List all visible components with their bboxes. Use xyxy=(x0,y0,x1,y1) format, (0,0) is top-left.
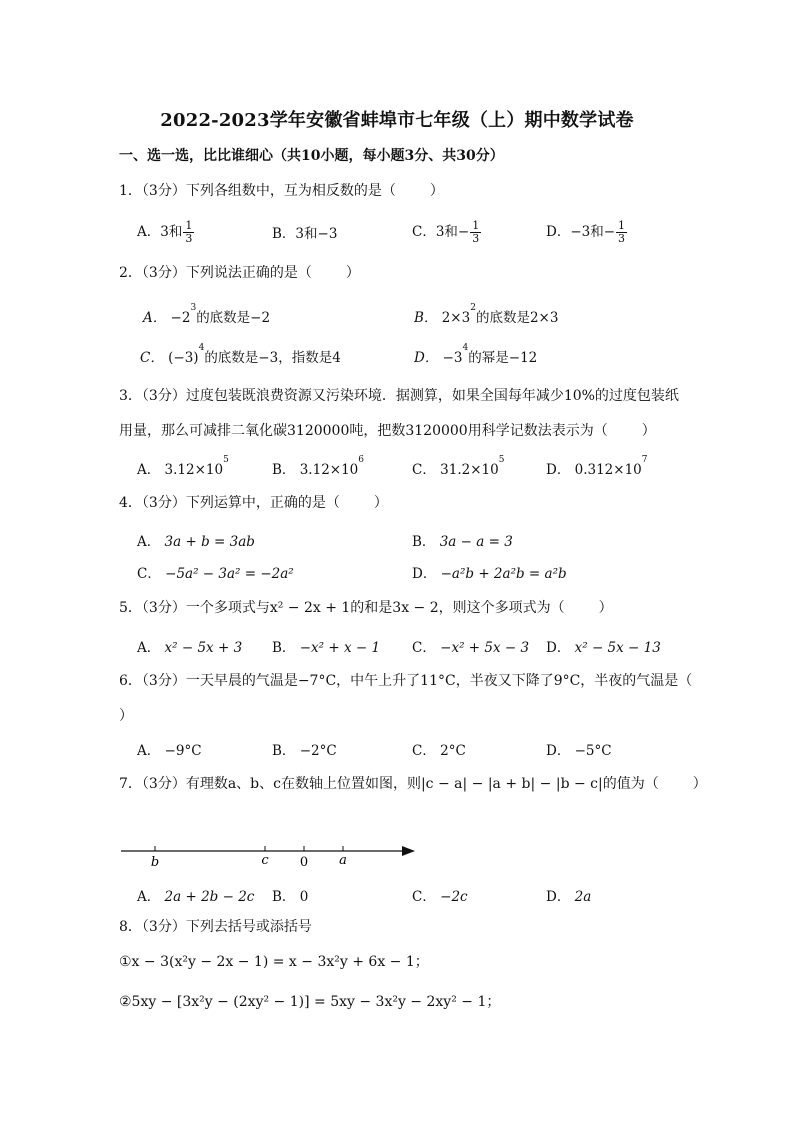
question-2-stem: 2．（3分）下列说法正确的是（ ） xyxy=(119,265,360,281)
q6-option-c: C． 2°C xyxy=(412,743,466,759)
q6-option-d: D． −5°C xyxy=(546,743,612,759)
label-0: 0 xyxy=(299,855,309,870)
fraction: $\frac{1}{3}$ xyxy=(185,219,193,245)
exam-title: 2022-2023学年安徽省蚌埠市七年级（上）期中数学试卷 xyxy=(160,110,634,131)
q2-option-b: B． $2\times 3^2$的底数是2×3 xyxy=(414,303,559,326)
number-line-arrow xyxy=(402,846,415,856)
question-3-line-2: 用量，那么可减排二氧化碳3120000吨，把数3120000用科学记数法表示为（ ） xyxy=(119,423,656,439)
question-7-stem: 7．（3分）有理数a、b、c在数轴上位置如图，则|c − a| − |a + b| − |b − c|的值为（ ） xyxy=(119,776,707,792)
label-a: a xyxy=(339,853,347,868)
question-8-item-2: ②5xy − [3x²y − (2xy² − 1)] = 5xy − 3x²y − 2xy² − 1； xyxy=(119,994,501,1010)
label-b: b xyxy=(150,855,160,870)
q3-option-c: C． $31.2\times 10^5$ xyxy=(412,455,505,478)
q7-option-d: D． 2a xyxy=(546,889,592,905)
q1-option-b: B．3和−3 xyxy=(272,226,338,242)
q1-option-c: C．3和− $\frac{1}{3}$ xyxy=(412,219,480,245)
q6-option-a: A． −9°C xyxy=(137,743,202,759)
q2-option-c: C． $(-3)^4$的底数是−3，指数是4 xyxy=(140,343,341,366)
q4-option-d: D． −a²b + 2a²b = a²b xyxy=(412,566,567,582)
q3-option-d: D． $0.312\times 10^7$ xyxy=(546,455,648,478)
q7-option-c: C． −2c xyxy=(412,889,468,905)
number-line-figure xyxy=(119,835,419,875)
question-3-line-1: 3．（3分）过度包装既浪费资源又污染环境．据测算，如果全国每年减少10%的过度包装纸 xyxy=(119,388,679,404)
q4-option-b: B． 3a − a = 3 xyxy=(412,534,513,550)
q3-option-a: A． $3.12\times 10^5$ xyxy=(137,455,229,478)
question-8-item-1: ①x − 3(x²y − 2x − 1) = x − 3x²y + 6x − 1； xyxy=(119,954,429,970)
q4-option-c: C． −5a² − 3a² = −2a² xyxy=(137,566,294,582)
q2-option-d: D． $-3^4$的幂是−12 xyxy=(414,343,538,366)
q6-option-b: B． −2°C xyxy=(272,743,337,759)
q7-option-b: B． 0 xyxy=(272,889,309,905)
q1-option-d: D．−3和− $\frac{1}{3}$ xyxy=(546,219,626,245)
question-8-stem: 8．（3分）下列去括号或添括号 xyxy=(119,919,312,935)
fraction: $\frac{1}{3}$ xyxy=(472,219,480,245)
question-6-line-2: ） xyxy=(119,708,133,724)
q5-option-a: A． x² − 5x + 3 xyxy=(137,640,243,656)
q1-option-a: A．3和 $\frac{1}{3}$ xyxy=(137,219,193,245)
label-c: c xyxy=(261,853,269,868)
section-heading: 一、选一选，比比谁细心（共10小题，每小题3分、共30分） xyxy=(119,148,504,164)
q7-option-a: A． 2a + 2b − 2c xyxy=(137,889,255,905)
question-5-stem: 5．（3分）一个多项式与x² − 2x + 1的和是3x − 2，则这个多项式为（ ） xyxy=(119,600,613,616)
fraction: $\frac{1}{3}$ xyxy=(618,219,626,245)
question-6-line-1: 6．（3分）一天早晨的气温是−7°C，中午上升了11°C，半夜又下降了9°C，半夜的气温是（ xyxy=(119,673,693,689)
q2-option-a: A． $-2^3$的底数是−2 xyxy=(143,303,271,326)
q4-option-a: A． 3a + b = 3ab xyxy=(137,534,255,550)
question-4-stem: 4．（3分）下列运算中，正确的是（ ） xyxy=(119,495,388,511)
q3-option-b: B． $3.12\times 10^6$ xyxy=(272,455,365,478)
q5-option-d: D． x² − 5x − 13 xyxy=(546,640,661,656)
question-1-stem: 1．（3分）下列各组数中，互为相反数的是（ ） xyxy=(119,183,444,199)
q5-option-c: C． −x² + 5x − 3 xyxy=(412,640,530,656)
q5-option-b: B． −x² + x − 1 xyxy=(272,640,381,656)
